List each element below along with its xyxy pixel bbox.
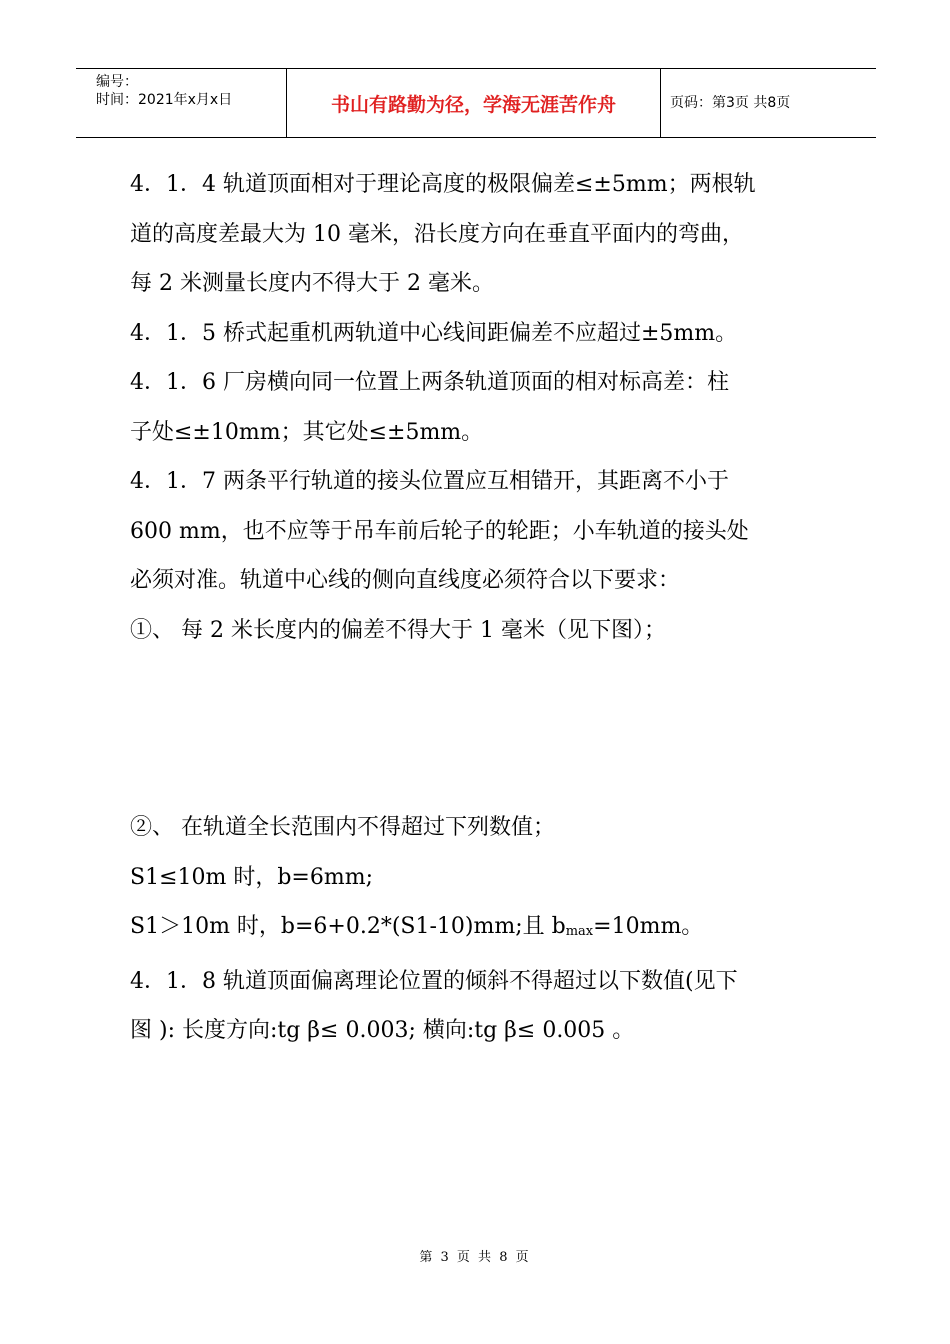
clause-4-1-7-line-2: 600 mm，也不应等于吊车前后轮子的轮距；小车轨道的接头处 [130, 518, 749, 544]
clause-4-1-5: 4．1．5 桥式起重机两轨道中心线间距偏差不应超过±5mm。 [130, 320, 738, 346]
clause-4-1-7-line-1: 4．1．7 两条平行轨道的接头位置应互相错开，其距离不小于 [130, 469, 729, 494]
condition-2-text: S1＞10m 时，b=6+0.2*(S1-10)mm;且 b [130, 914, 566, 939]
condition-2-tail: =10mm。 [593, 914, 704, 939]
time-label: 时间：2021年x月x日 [96, 92, 233, 108]
header-motto: 书山有路勤为径，学海无涯苦作舟 [330, 94, 616, 116]
clause-4-1-8-line-1: 4．1．8 轨道顶面偏离理论位置的倾斜不得超过以下数值(见下 [130, 968, 738, 994]
clause-4-1-6-line-1: 4．1．6 厂房横向同一位置上两条轨道顶面的相对标高差：柱 [130, 370, 729, 395]
clause-4-1-4-line-1: 4．1．4 轨道顶面相对于理论高度的极限偏差≤±5mm；两根轨 [130, 172, 756, 197]
requirement-item-2: ②、 在轨道全长范围内不得超过下列数值； [130, 815, 555, 840]
number-label: 编号： [96, 74, 138, 90]
condition-2 [130, 902, 830, 957]
clause-4-1-7-line-3: 必须对准。轨道中心线的侧向直线度必须符合以下要求： [130, 568, 681, 593]
header-middle-cell [286, 69, 661, 137]
clause-4-1-4-line-3: 每 2 米测量长度内不得大于 2 毫米。 [130, 271, 494, 296]
clause-4-1-8-line-2: 图 ): 长度方向:tg β≤ 0.003; 横向:tg β≤ 0.005 。 [130, 1018, 635, 1043]
header-left-cell [76, 69, 286, 137]
page-footer: 第 3 页 共 8 页 [419, 1250, 531, 1265]
requirement-item-1: ①、 每 2 米长度内的偏差不得大于 1 毫米（见下图）； [130, 617, 666, 643]
clause-4-1-6-line-2: 子处≤±10mm；其它处≤±5mm。 [130, 419, 484, 445]
figure-placeholder-space [130, 655, 830, 803]
header-page-info: 页码：第3页 共8页 [670, 95, 791, 111]
page-header [76, 68, 876, 138]
header-right-cell [660, 69, 876, 137]
condition-2-subscript: max [565, 924, 594, 939]
clause-4-1-4-line-2: 道的高度差最大为 10 毫米，沿长度方向在垂直平面内的弯曲， [130, 221, 744, 247]
condition-1: S1≤10m 时，b=6mm; [130, 864, 373, 890]
document-body [130, 160, 830, 1056]
